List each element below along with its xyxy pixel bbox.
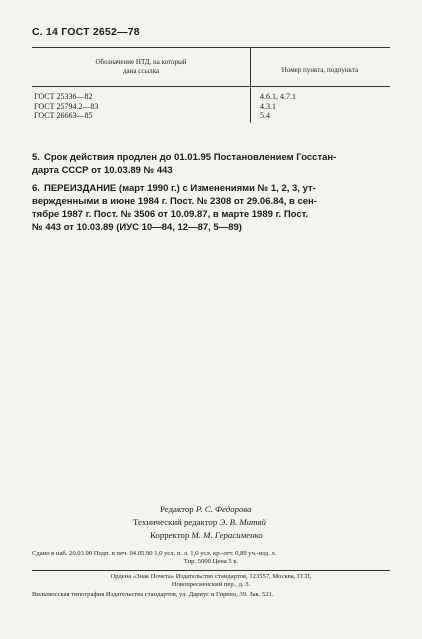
imprint-rule-top: [32, 570, 390, 571]
item-text-line: вержденными в июне 1984 г. Пост. № 2308 от 29.06.84, в сен-: [32, 196, 317, 207]
table-cell-document: ГОСТ 25794.2—83: [34, 101, 99, 111]
table-cell-clause: 4.6.1, 4.7.1: [260, 92, 296, 101]
item-number: 6.: [32, 183, 40, 194]
table-top-rule: [32, 47, 390, 48]
credit-role: Редактор: [160, 504, 194, 514]
credit-proofreader: [150, 529, 263, 542]
table-column-header-document: Обозначение НТД, на который дана ссылка: [95, 58, 187, 75]
publisher-details: Ордена «Знак Почета» Издательство стандартов, 123557, Москва, ГСП, Новопресненский пер., д. 3.: [110, 573, 312, 588]
table-cell-clause: 5.4: [260, 111, 270, 120]
table-row: [260, 92, 296, 121]
table-cell-document: ГОСТ 25336—82: [34, 92, 93, 101]
credit-name: Э. В. Митяй: [219, 517, 267, 527]
credit-name: М. М. Герасименко: [191, 530, 263, 540]
item-6: [32, 182, 390, 234]
item-text-line: № 443 от 10.03.89 (ИУС 10—84, 12—87, 5—89): [32, 222, 242, 233]
table-column-divider-body: [250, 86, 251, 123]
print-details: Сдано в наб. 20.03.90 Подп. в печ. 04.05.90 1,0 усл. п. л. 1,0 усл. кр.-отт. 0,89 уч.-изд. л. Тир. 5000 Цена 5 к.: [32, 550, 277, 565]
credit-role: Корректор: [150, 530, 190, 540]
item-number: 5.: [32, 152, 40, 163]
item-text-line: ПЕРЕИЗДАНИЕ (март 1990 г.) с Изменениями № 1, 2, 3, ут-: [44, 183, 316, 194]
credit-technical-editor: [133, 516, 266, 529]
table-header-rule: [32, 86, 390, 87]
table-column-header-clause: Номер пункта, подпункта: [281, 66, 359, 74]
table-cell-document: ГОСТ 26663—85: [34, 111, 93, 120]
item-text-line: Срок действия продлен до 01.01.95 Постановлением Госстан-: [44, 152, 337, 163]
item-5: [32, 151, 390, 177]
printer-details: Вильнюсская типография Издательства стандартов, ул. Дариус и Гирено, 39. Зак. 521.: [32, 591, 274, 598]
item-text-line: дарта СССР от 10.03.89 № 443: [32, 165, 173, 176]
table-row: [34, 92, 99, 121]
credit-editor: [160, 503, 252, 516]
credit-name: Р. С. Федорова: [195, 504, 252, 514]
table-cell-clause: 4.3.1: [260, 101, 276, 111]
page-header: С. 14 ГОСТ 2652—78: [32, 26, 140, 38]
item-text-line: тябре 1987 г. Пост. № 3506 от 10.09.87, в марте 1989 г. Пост.: [32, 209, 309, 220]
credit-role: Технический редактор: [133, 517, 218, 527]
